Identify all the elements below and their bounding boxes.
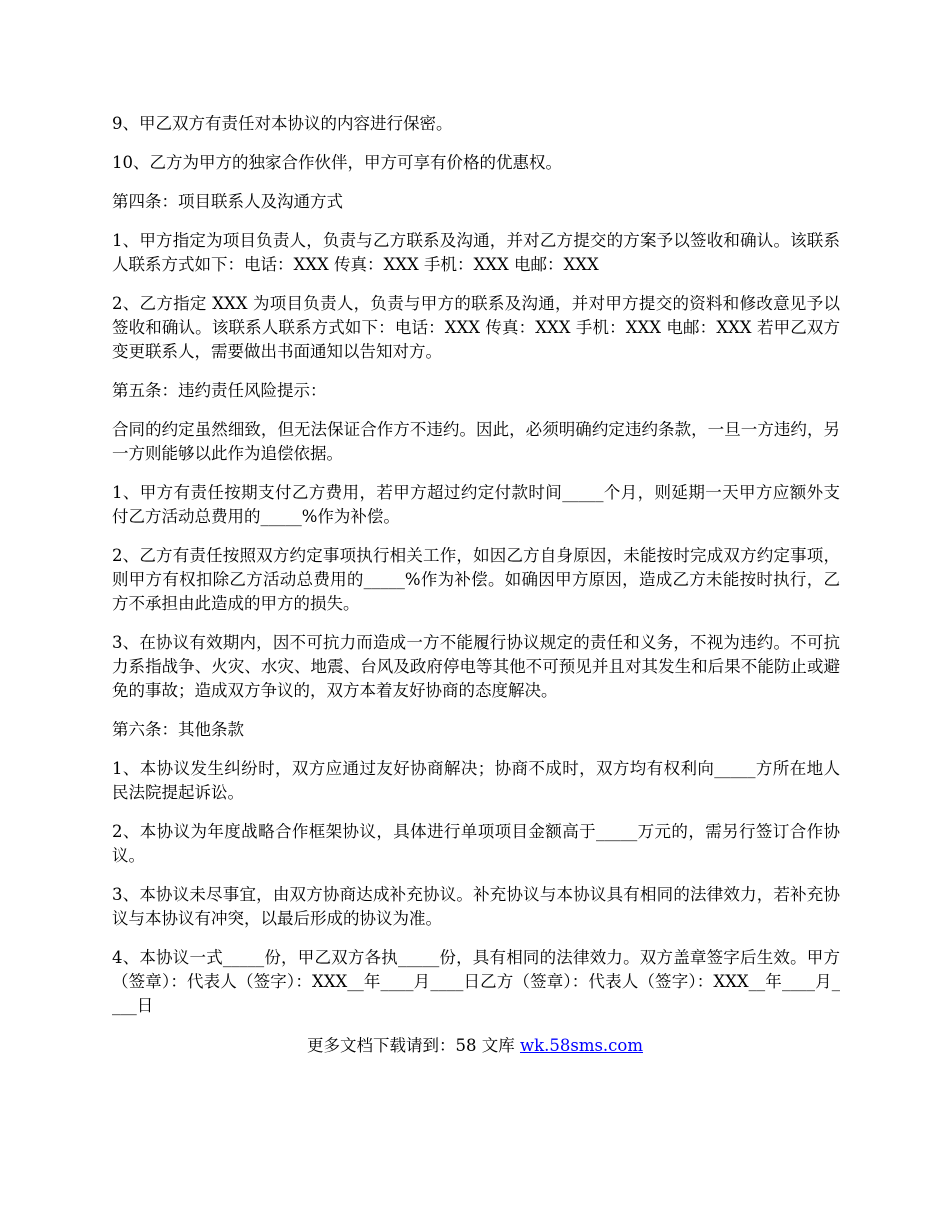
article-6-item-4: 4、本协议一式_____份，甲乙双方各执_____份，具有相同的法律效力。双方盖章签字后生效。甲方（签章）：代表人（签字）：XXX__年____月____日乙方（签章）：代表人（签字）：XXX__年____月____日: [112, 948, 840, 1015]
article-6-heading: 第六条：其他条款: [112, 720, 244, 739]
article-5-item-3: 3、在协议有效期内，因不可抗力而造成一方不能履行协议规定的责任和义务，不视为违约。不可抗力系指战争、火灾、水灾、地震、台风及政府停电等其他不可预见并且对其发生和后果不能防止或避免的事故；造成双方争议的，双方本着友好协商的态度解决。: [112, 633, 840, 700]
footer-link[interactable]: wk.58sms.com: [519, 1036, 643, 1055]
article-6-item-2: 2、本协议为年度战略合作框架协议，具体进行单项项目金额高于_____万元的，需另行签订合作协议。: [112, 822, 840, 865]
clause-9-confidentiality: 9、甲乙双方有责任对本协议的内容进行保密。: [112, 114, 453, 133]
article-5-heading: 第五条：违约责任风险提示：: [112, 381, 327, 400]
article-5-item-1: 1、甲方有责任按期支付乙方费用，若甲方超过约定付款时间_____个月，则延期一天甲方应额外支付乙方活动总费用的_____%作为补偿。: [112, 483, 840, 526]
footer-text: 更多文档下载请到：58 文库: [306, 1036, 520, 1055]
article-4-item-1: 1、甲方指定为项目负责人，负责与乙方联系及沟通，并对乙方提交的方案予以签收和确认。该联系人联系方式如下：电话：XXX 传真：XXX 手机：XXX 电邮：XXX: [112, 231, 840, 274]
clause-10-exclusive-partner: 10、乙方为甲方的独家合作伙伴，甲方可享有价格的优惠权。: [112, 153, 562, 172]
article-6-item-1: 1、本协议发生纠纷时，双方应通过友好协商解决；协商不成时，双方均有权利向_____方所在地人民法院提起诉讼。: [112, 759, 840, 802]
article-4-heading: 第四条：项目联系人及沟通方式: [112, 192, 343, 211]
document-body: [112, 112, 840, 1033]
download-footer: [0, 1034, 950, 1058]
article-6-item-3: 3、本协议未尽事宜，由双方协商达成补充协议。补充协议与本协议具有相同的法律效力，若补充协议与本协议有冲突，以最后形成的协议为准。: [112, 885, 840, 928]
article-5-item-2: 2、乙方有责任按照双方约定事项执行相关工作，如因乙方自身原因，未能按时完成双方约定事项，则甲方有权扣除乙方活动总费用的_____%作为补偿。如确因甲方原因，造成乙方未能按时执行，乙方不承担由此造成的甲方的损失。: [112, 546, 840, 613]
article-5-intro: 合同的约定虽然细致，但无法保证合作方不违约。因此，必须明确约定违约条款，一旦一方违约，另一方则能够以此作为追偿依据。: [112, 420, 840, 463]
article-4-item-2: 2、乙方指定 XXX 为项目负责人，负责与甲方的联系及沟通，并对甲方提交的资料和修改意见予以签收和确认。该联系人联系方式如下：电话：XXX 传真：XXX 手机：XXX 电邮：XXX 若甲乙双方变更联系人，需要做出书面通知以告知对方。: [112, 294, 840, 361]
